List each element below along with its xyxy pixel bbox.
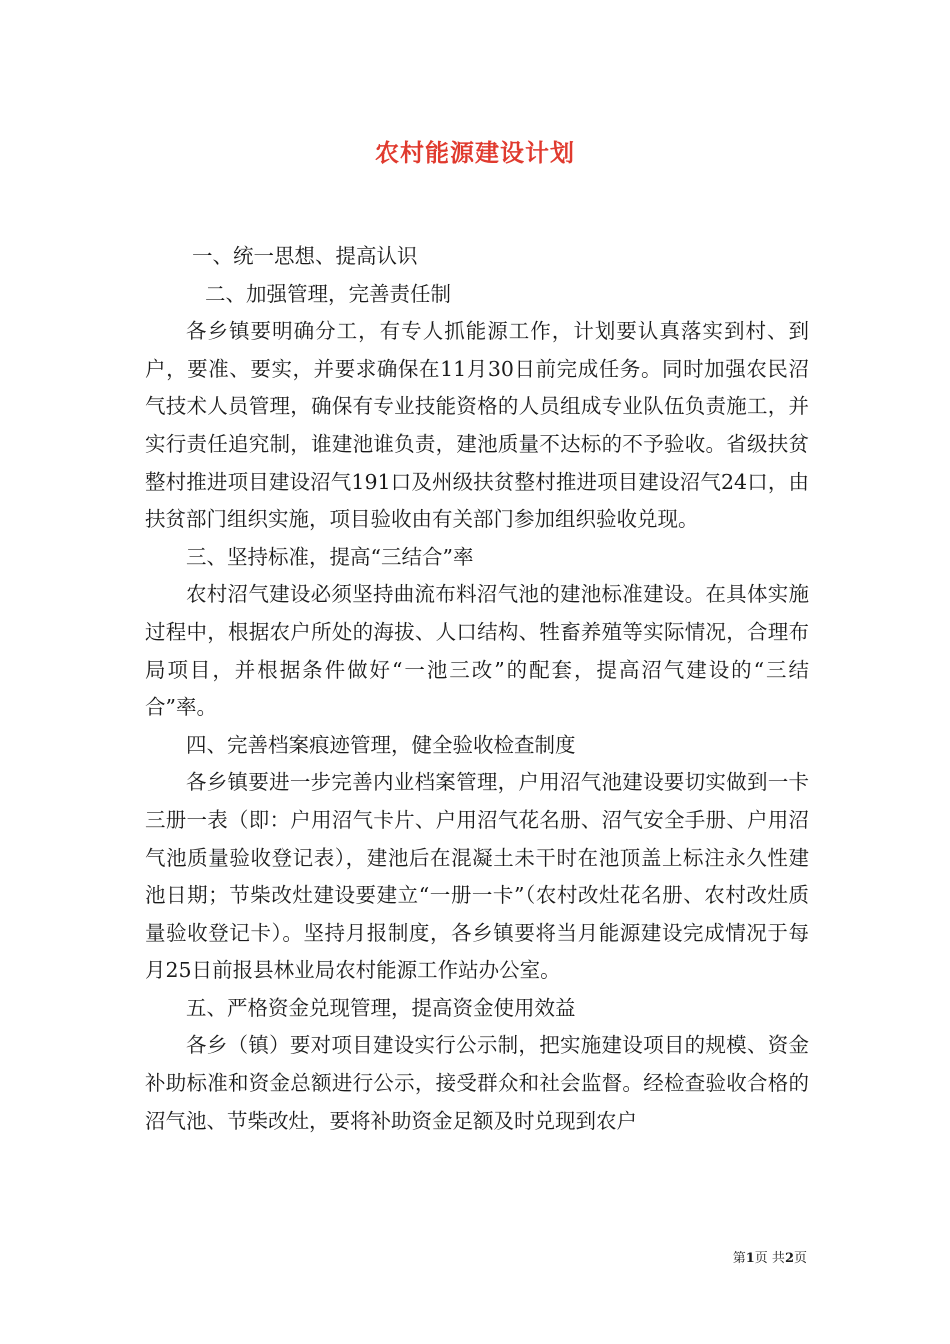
page-number-footer <box>733 1247 807 1266</box>
section-heading-2: 二、加强管理，完善责任制 <box>205 281 451 306</box>
section-heading-3: 三、坚持标准，提高“三结合”率 <box>186 544 474 569</box>
footer-current-page: 1 <box>745 1251 755 1266</box>
section-heading-4: 四、完善档案痕迹管理，健全验收检查制度 <box>186 732 576 757</box>
footer-suffix: 页 <box>793 1251 807 1266</box>
paragraph-management: 各乡镇要明确分工，有专人抓能源工作，计划要认真落实到村、到户，要准、要实，并要求确保在11月30日前完成任务。同时加强农民沼气技术人员管理，确保有专业技能资格的人员组成专业队伍负责施工，并实行责任追究制，谁建池谁负责，建池质量不达标的不予验收。省级扶贫整村推进项目建设沼气191口及州级扶贫整村推进项目建设沼气24口，由扶贫部门组织实施，项目验收由有关部门参加组织验收兑现。 <box>145 319 809 532</box>
paragraph-funds: 各乡（镇）要对项目建设实行公示制，把实施建设项目的规模、资金补助标准和资金总额进行公示，接受群众和社会监督。经检查验收合格的沼气池、节柴改灶，要将补助资金足额及时兑现到农户 <box>145 1033 809 1133</box>
document-title: 农村能源建设计划 <box>375 138 575 167</box>
section-heading-5: 五、严格资金兑现管理，提高资金使用效益 <box>186 995 576 1020</box>
paragraph-standards: 农村沼气建设必须坚持曲流布料沼气池的建池标准建设。在具体实施过程中，根据农户所处的海拔、人口结构、牲畜养殖等实际情况，合理布局项目，并根据条件做好“一池三改”的配套，提高沼气建设的“三结合”率。 <box>145 582 809 720</box>
footer-prefix: 第 <box>732 1251 746 1266</box>
footer-middle: 页 共 <box>754 1251 785 1266</box>
section-heading-1: 一、统一思想、提高认识 <box>192 244 418 268</box>
paragraph-archives: 各乡镇要进一步完善内业档案管理，户用沼气池建设要切实做到一卡三册一表（即：户用沼气卡片、户用沼气花名册、沼气安全手册、户用沼气池质量验收登记表），建池后在混凝土未干时在池顶盖上标注永久性建池日期；节柴改灶建设要建立“一册一卡”（农村改灶花名册、农村改灶质量验收登记卡）。坚持月报制度，各乡镇要将当月能源建设完成情况于每月25日前报县林业局农村能源工作站办公室。 <box>145 770 809 983</box>
document-body <box>145 238 809 1140</box>
footer-total-pages: 2 <box>784 1251 794 1266</box>
